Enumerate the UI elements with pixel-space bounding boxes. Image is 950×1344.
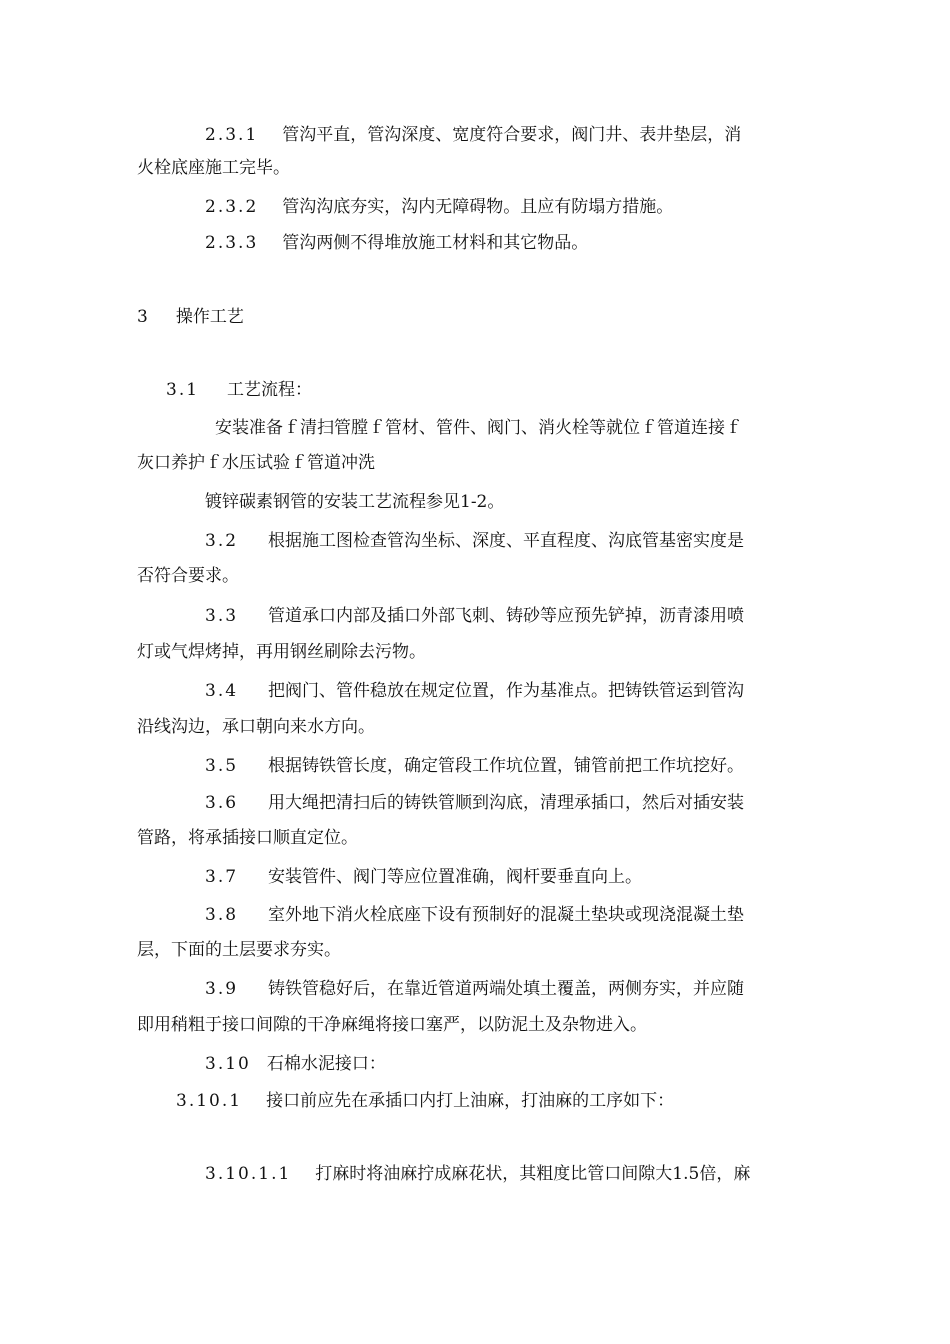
paragraph-line <box>205 123 741 147</box>
section-number: 3.10.1.1 <box>205 1164 292 1184</box>
paragraph-line <box>205 529 744 553</box>
line-text: 灯或气焊烤掉，再用钢丝刷除去污物。 <box>137 642 426 662</box>
line-text: 根据施工图检查管沟坐标、深度、平直程度、沟底管基密实度是 <box>268 531 745 551</box>
paragraph-line <box>205 231 588 255</box>
section-number: 2.3.1 <box>205 125 259 145</box>
paragraph-line <box>176 1089 674 1113</box>
section-number: 2.3.2 <box>205 197 259 217</box>
paragraph-line <box>137 640 426 664</box>
paragraph-line <box>205 195 673 219</box>
section-number: 3.8 <box>205 905 239 925</box>
section-number: 3.10.1 <box>176 1091 243 1111</box>
paragraph-line <box>137 564 239 588</box>
line-text: 否符合要求。 <box>137 566 239 586</box>
subsection-heading <box>205 1052 386 1076</box>
paragraph-line <box>205 1162 750 1186</box>
line-text: 接口前应先在承插口内打上油麻，打油麻的工序如下： <box>266 1091 675 1111</box>
section-number: 3.6 <box>205 793 239 813</box>
line-text: 铸铁管稳好后，在靠近管道两端处填土覆盖，两侧夯实，并应随 <box>268 979 745 999</box>
line-text: 打麻时将油麻拧成麻花状，其粗度比管口间隙大1.5倍，麻 <box>315 1164 751 1184</box>
section-number: 3.7 <box>205 867 239 887</box>
section-number: 3.10 <box>205 1054 251 1074</box>
line-text: 用大绳把清扫后的铸铁管顺到沟底，清理承插口，然后对插安装 <box>268 793 745 813</box>
section-number: 3.2 <box>205 531 239 551</box>
line-text: 火栓底座施工完毕。 <box>137 158 290 178</box>
heading-text: 工艺流程： <box>227 380 313 400</box>
paragraph-line <box>205 865 642 889</box>
section-number: 3.5 <box>205 756 239 776</box>
paragraph-line <box>205 754 744 778</box>
line-text: 根据铸铁管长度，确定管段工作坑位置，铺管前把工作坑挖好。 <box>268 756 745 776</box>
line-text: 即用稍粗于接口间隙的干净麻绳将接口塞严，以防泥土及杂物进入。 <box>137 1015 647 1035</box>
section-number: 3.1 <box>166 380 200 400</box>
line-text: 灰口养护ｆ水压试验ｆ管道冲洗 <box>137 453 375 473</box>
paragraph-line <box>137 715 375 739</box>
line-text: 沿线沟边，承口朝向来水方向。 <box>137 717 375 737</box>
line-text: 管道承口内部及插口外部飞刺、铸砂等应预先铲掉，沥青漆用喷 <box>268 606 745 626</box>
subsection-heading <box>166 378 312 402</box>
paragraph-line <box>205 903 744 927</box>
line-text: 把阀门、管件稳放在规定位置，作为基准点。把铸铁管运到管沟 <box>268 681 745 701</box>
paragraph-line <box>205 490 504 514</box>
line-text: 管沟平直，管沟深度、宽度符合要求，阀门井、表井垫层，消 <box>282 125 742 145</box>
paragraph-line <box>215 416 742 440</box>
paragraph-line <box>205 679 744 703</box>
line-text: 室外地下消火栓底座下设有预制好的混凝土垫块或现浇混凝土垫 <box>268 905 745 925</box>
section-number: 3.9 <box>205 979 239 999</box>
heading-text: 操作工艺 <box>175 307 244 327</box>
line-text: 安装管件、阀门等应位置准确，阀杆要垂直向上。 <box>268 867 643 887</box>
paragraph-line <box>137 938 341 962</box>
paragraph-line <box>205 604 744 628</box>
heading-text: 石棉水泥接口： <box>266 1054 386 1074</box>
section-number: 3.4 <box>205 681 239 701</box>
paragraph-line <box>205 977 744 1001</box>
line-text: 镀锌碳素钢管的安装工艺流程参见1-2。 <box>205 492 505 512</box>
line-text: 管沟两侧不得堆放施工材料和其它物品。 <box>282 233 589 253</box>
line-text: 管沟沟底夯实，沟内无障碍物。且应有防塌方措施。 <box>282 197 674 217</box>
paragraph-line <box>137 156 290 180</box>
paragraph-line <box>205 791 744 815</box>
section-number: 3.3 <box>205 606 239 626</box>
line-text: 安装准备ｆ清扫管膛ｆ管材、管件、阀门、消火栓等就位ｆ管道连接ｆ <box>215 418 742 438</box>
section-number: 2.3.3 <box>205 233 259 253</box>
line-text: 层，下面的土层要求夯实。 <box>137 940 341 960</box>
section-number: 3 <box>137 307 150 327</box>
paragraph-line <box>137 1013 647 1037</box>
section-heading <box>137 305 244 329</box>
paragraph-line <box>137 451 375 475</box>
line-text: 管路，将承插接口顺直定位。 <box>137 828 358 848</box>
paragraph-line <box>137 826 358 850</box>
